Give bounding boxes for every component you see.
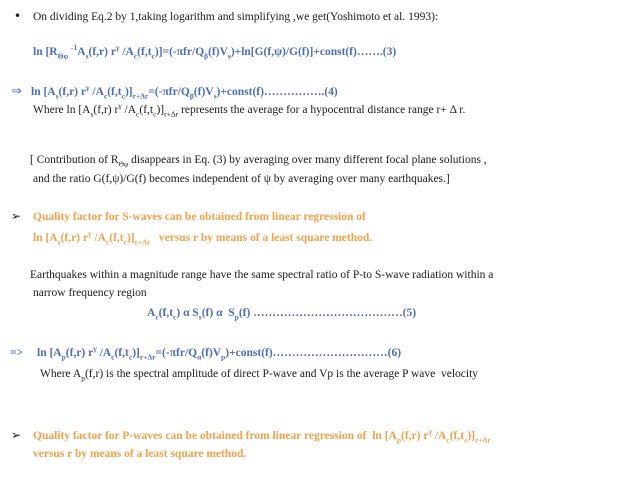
s-wave-quality-line2: $\ln [A_s(f,r)$ $r^\gamma$ $/A_c(f,t_c)]_{r+\Delta r}$ versus r by means of a least square method.: [33, 229, 373, 247]
magnitude-paragraph-line2: narrow frequency region: [33, 287, 147, 299]
p-wave-quality-line2: versus r by means of a least square method.: [33, 448, 247, 460]
intro-text: On dividing Eq.2 by 1,taking logarithm and simplifying ,we get(Yoshimoto et al. 1993):: [33, 11, 439, 23]
where-equation-6: Where $A_p(f,r)$ is the spectral amplitude of direct P-wave and Vp is the average P wave velocity: [40, 368, 479, 383]
equation-4: $\ln [A_s(f,r)$ $r^\gamma$ $/A_c(f,t_c)]_{r+\Delta r}=(-\pi fr/Q_\beta(f)V_s)+const(f)\dots\dots\dots\dots\dots.(4)$: [31, 83, 338, 101]
where-equation-4: Where $\ln [A_s(f,r)$ $r^\gamma$ $/A_c(f,t_c)]_{r+\Delta r}$ represents the average for a hypocentral distance range r+ Δ r.: [33, 101, 466, 119]
implies-arrow-icon: ⇒: [11, 84, 22, 99]
implies-arrow-text: =>: [10, 347, 24, 359]
equation-3: $\ln [R_{\Theta\varphi}$ $^{-1}A_s(f,r)$ $r^\gamma$ $/A_c(f,t_c)]=(-\pi fr/Q_\beta(f)V_s)+\ln[G(f,\psi)/G(f)]+const(f)\dots\dots.(3)$: [33, 43, 397, 61]
equation-5: $A_c(f,t_c)$ α $S_s(f)$ α $S_p(f)$ …………………………………(5): [147, 307, 417, 322]
p-wave-quality-line1: Quality factor for P-waves can be obtained from linear regression of $\ln [A_p(f,r)$ $r^\gamma$ $/A_c(f,t_c)]_{r+\Delta r}$: [33, 427, 491, 445]
chevron-bullet-icon: ➢: [11, 428, 22, 442]
bullet-icon: •: [14, 9, 22, 23]
s-wave-quality-line1: Quality factor for S-waves can be obtained from linear regression of: [33, 211, 366, 223]
equation-6: $\ln [A_p(f,r)$ $r^\gamma$ $/A_c(f,t_c)]_{r+\Delta r}=(-\pi fr/Q_\alpha(f)V_p)+const(f)\dots\dots\dots\dots\dots\dots\dots\dots\dots\dots(6)$: [37, 344, 402, 362]
chevron-bullet-icon: ➢: [11, 209, 22, 223]
contribution-note-line1: [ Contribution of $R_{\Theta\varphi}$ disappears in Eq. (3) by averaging over many different focal plane solutions ,: [30, 154, 487, 169]
magnitude-paragraph-line1: Earthquakes within a magnitude range have the same spectral ratio of P-to S-wave radiation within a: [30, 269, 494, 281]
contribution-note-line2: and the ratio G(f,ψ)/G(f) becomes independent of ψ by averaging over many earthquakes.]: [33, 173, 450, 185]
